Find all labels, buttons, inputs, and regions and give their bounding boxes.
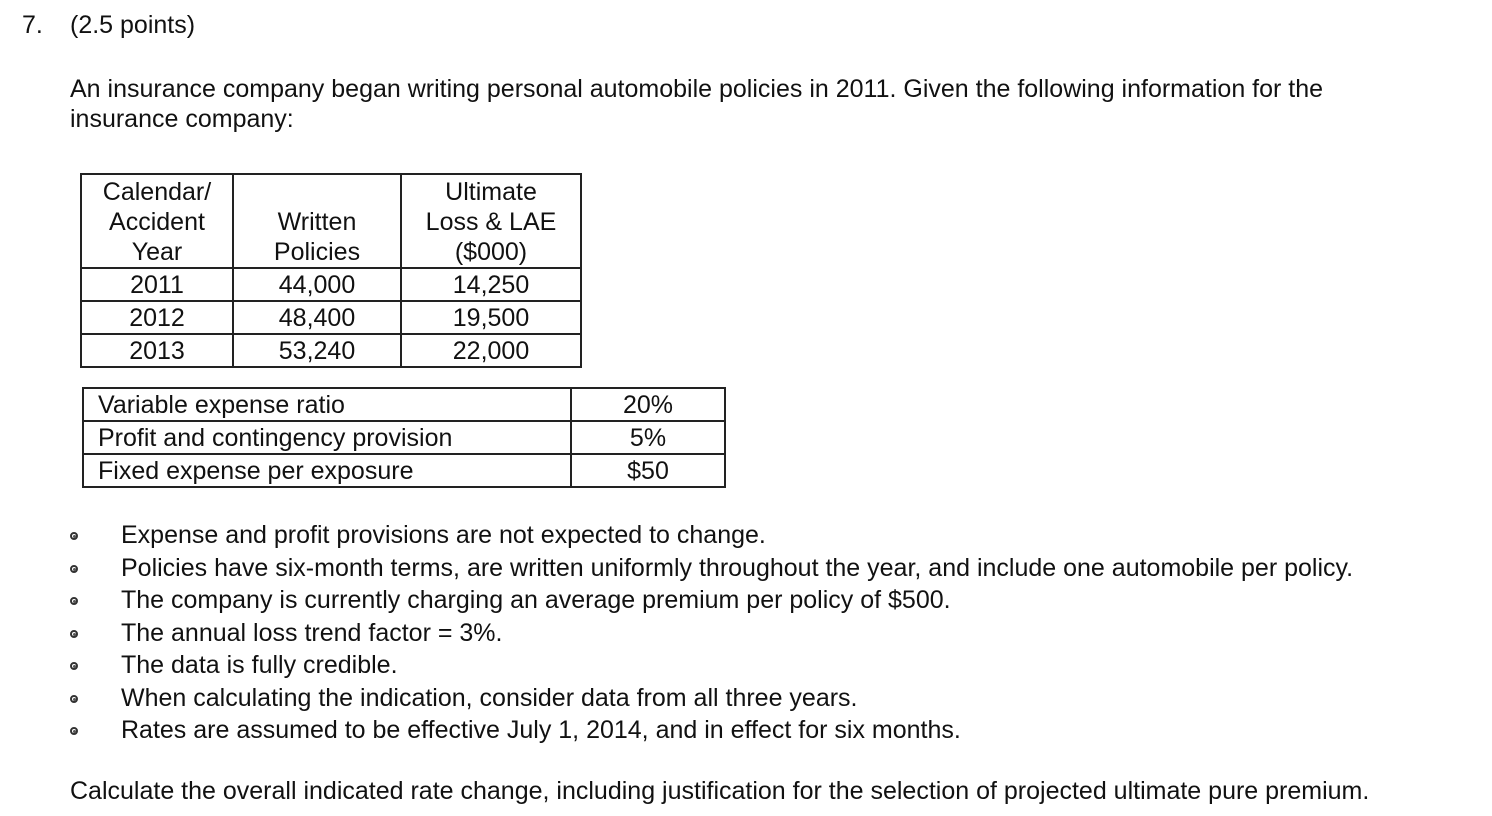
header-text: Written [277, 208, 357, 236]
bullet-icon [70, 630, 78, 638]
cell-expense-label: Profit and contingency provision [83, 421, 571, 454]
table-row [81, 268, 581, 301]
bullet-icon [70, 727, 78, 735]
cell-written-policies: 48,400 [233, 301, 401, 334]
intro-line-1: An insurance company began writing personal automobile policies in 2011. Given the following information for the [70, 75, 1324, 103]
bullet-icon [70, 695, 78, 703]
cell-written-policies: 44,000 [233, 268, 401, 301]
table-row [83, 388, 725, 421]
table-row [81, 301, 581, 334]
header-text: ($000) [454, 238, 528, 266]
question-intro [70, 74, 1470, 134]
list-item [70, 552, 1353, 585]
cell-ultimate-loss: 19,500 [401, 301, 581, 334]
intro-line-2: insurance company: [70, 105, 294, 133]
experience-table-header-row [81, 174, 581, 268]
cell-year: 2011 [81, 268, 233, 301]
expense-table [82, 387, 726, 488]
list-item-text: Expense and profit provisions are not expected to change. [121, 521, 766, 549]
closing-instruction: Calculate the overall indicated rate change, including justification for the selection of projected ultimate pure premium. [70, 777, 1370, 805]
header-ultimate-loss-lae [401, 174, 581, 268]
list-item-text: The company is currently charging an average premium per policy of $500. [121, 586, 951, 614]
list-item [70, 519, 1353, 552]
list-item-text: When calculating the indication, consider data from all three years. [121, 683, 858, 712]
header-text: Calendar/ [102, 178, 212, 206]
list-item [70, 617, 1353, 650]
cell-expense-label: Variable expense ratio [83, 388, 571, 421]
table-row [83, 421, 725, 454]
list-item-text: Policies have six-month terms, are written uniformly throughout the year, and include one automobile per policy. [121, 553, 1354, 582]
bullet-icon [70, 597, 78, 605]
cell-expense-value: 20% [571, 388, 725, 421]
list-item-text: The annual loss trend factor = 3%. [121, 618, 503, 647]
header-written-policies [233, 174, 401, 268]
bullet-icon [70, 565, 78, 573]
cell-written-policies: 53,240 [233, 334, 401, 367]
cell-expense-label: Fixed expense per exposure [83, 454, 571, 487]
bullet-icon [70, 662, 78, 670]
table-row [83, 454, 725, 487]
cell-ultimate-loss: 14,250 [401, 268, 581, 301]
header-text: Ultimate [445, 178, 537, 206]
header-text: Year [131, 238, 183, 266]
question-points: (2.5 points) [70, 11, 196, 39]
list-item [70, 682, 1353, 715]
header-text: Loss & LAE [425, 208, 557, 236]
list-item-text: The data is fully credible. [121, 651, 398, 679]
question-number: 7. [22, 11, 43, 39]
cell-year: 2012 [81, 301, 233, 334]
cell-ultimate-loss: 22,000 [401, 334, 581, 367]
list-item [70, 714, 1353, 747]
bullet-icon [70, 532, 78, 540]
header-calendar-accident-year [81, 174, 233, 268]
header-text: Accident [109, 208, 205, 236]
assumptions-list [70, 519, 1353, 747]
cell-expense-value: $50 [571, 454, 725, 487]
cell-expense-value: 5% [571, 421, 725, 454]
list-item [70, 649, 1353, 682]
cell-year: 2013 [81, 334, 233, 367]
list-item-text: Rates are assumed to be effective July 1, 2014, and in effect for six months. [121, 716, 961, 744]
header-text: Policies [273, 238, 361, 266]
experience-table [80, 173, 582, 368]
list-item [70, 584, 1353, 617]
table-row [81, 334, 581, 367]
